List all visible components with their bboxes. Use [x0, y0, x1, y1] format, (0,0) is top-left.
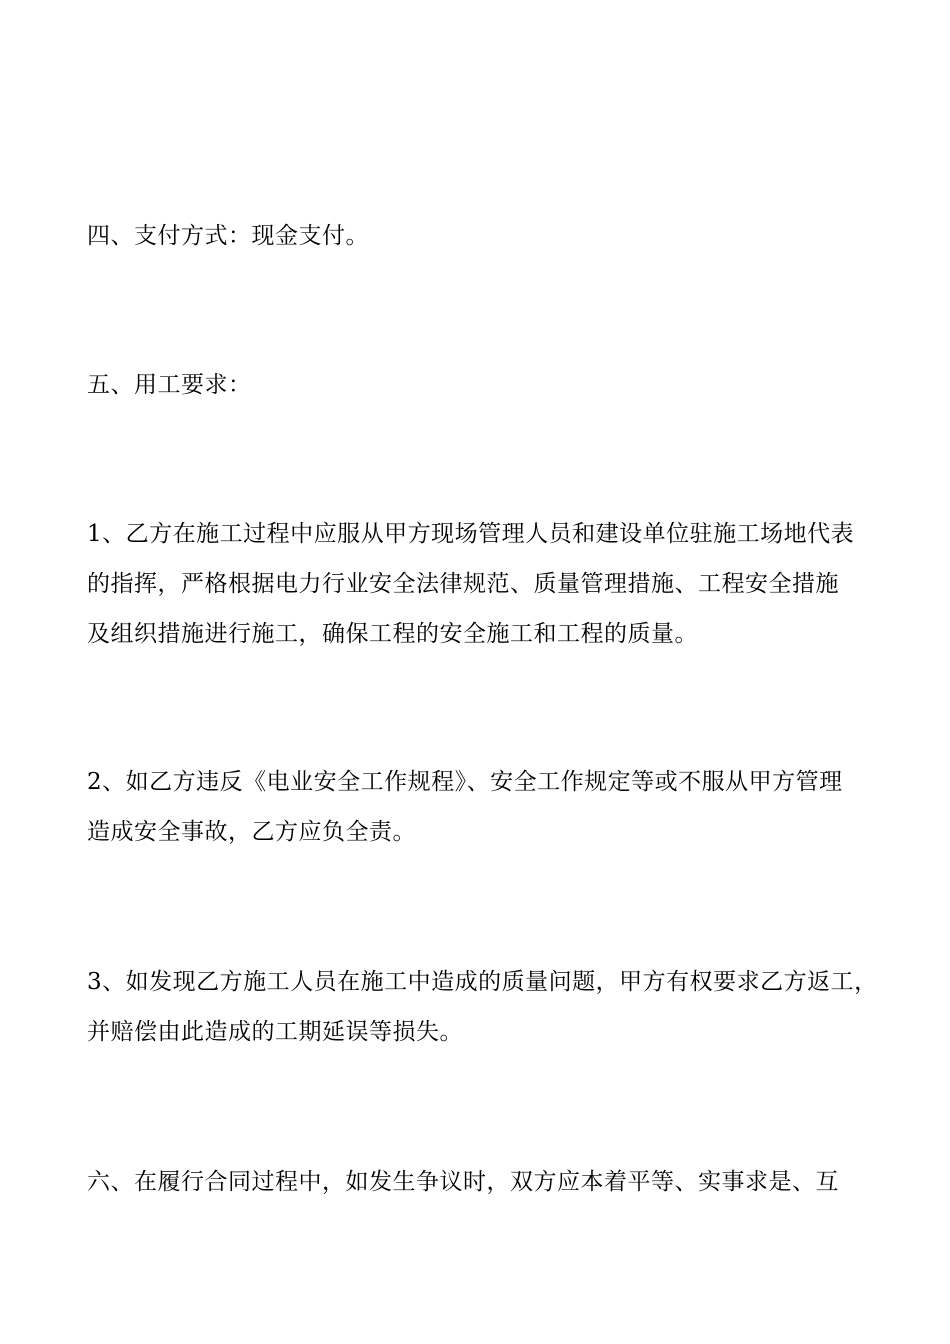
text-line: 四、支付方式：现金支付。 — [87, 223, 369, 249]
paragraph-payment-method — [87, 211, 877, 261]
text-line: 1、乙方在施工过程中应服从甲方现场管理人员和建设单位驻施工场地代表 — [87, 521, 855, 547]
text-line: 五、用工要求： — [87, 372, 252, 398]
text-line: 造成安全事故，乙方应负全责。 — [87, 819, 416, 845]
text-line: 并赔偿由此造成的工期延误等损失。 — [87, 1019, 463, 1045]
text-line: 六、在履行合同过程中，如发生争议时，双方应本着平等、实事求是、互 — [87, 1169, 839, 1195]
text-line: 的指挥，严格根据电力行业安全法律规范、质量管理措施、工程安全措施 — [87, 571, 839, 597]
text-line: 3、如发现乙方施工人员在施工中造成的质量问题，甲方有权要求乙方返工， — [87, 969, 878, 995]
text-line: 及组织措施进行施工，确保工程的安全施工和工程的质量。 — [87, 621, 698, 647]
paragraph-clause-1 — [87, 509, 877, 659]
text-line: 2、如乙方违反《电业安全工作规程》、安全工作规定等或不服从甲方管理 — [87, 769, 843, 795]
paragraph-clause-2 — [87, 757, 877, 857]
paragraph-clause-3 — [87, 957, 877, 1057]
paragraph-labor-requirements-heading — [87, 360, 877, 410]
paragraph-dispute-resolution — [87, 1157, 877, 1207]
